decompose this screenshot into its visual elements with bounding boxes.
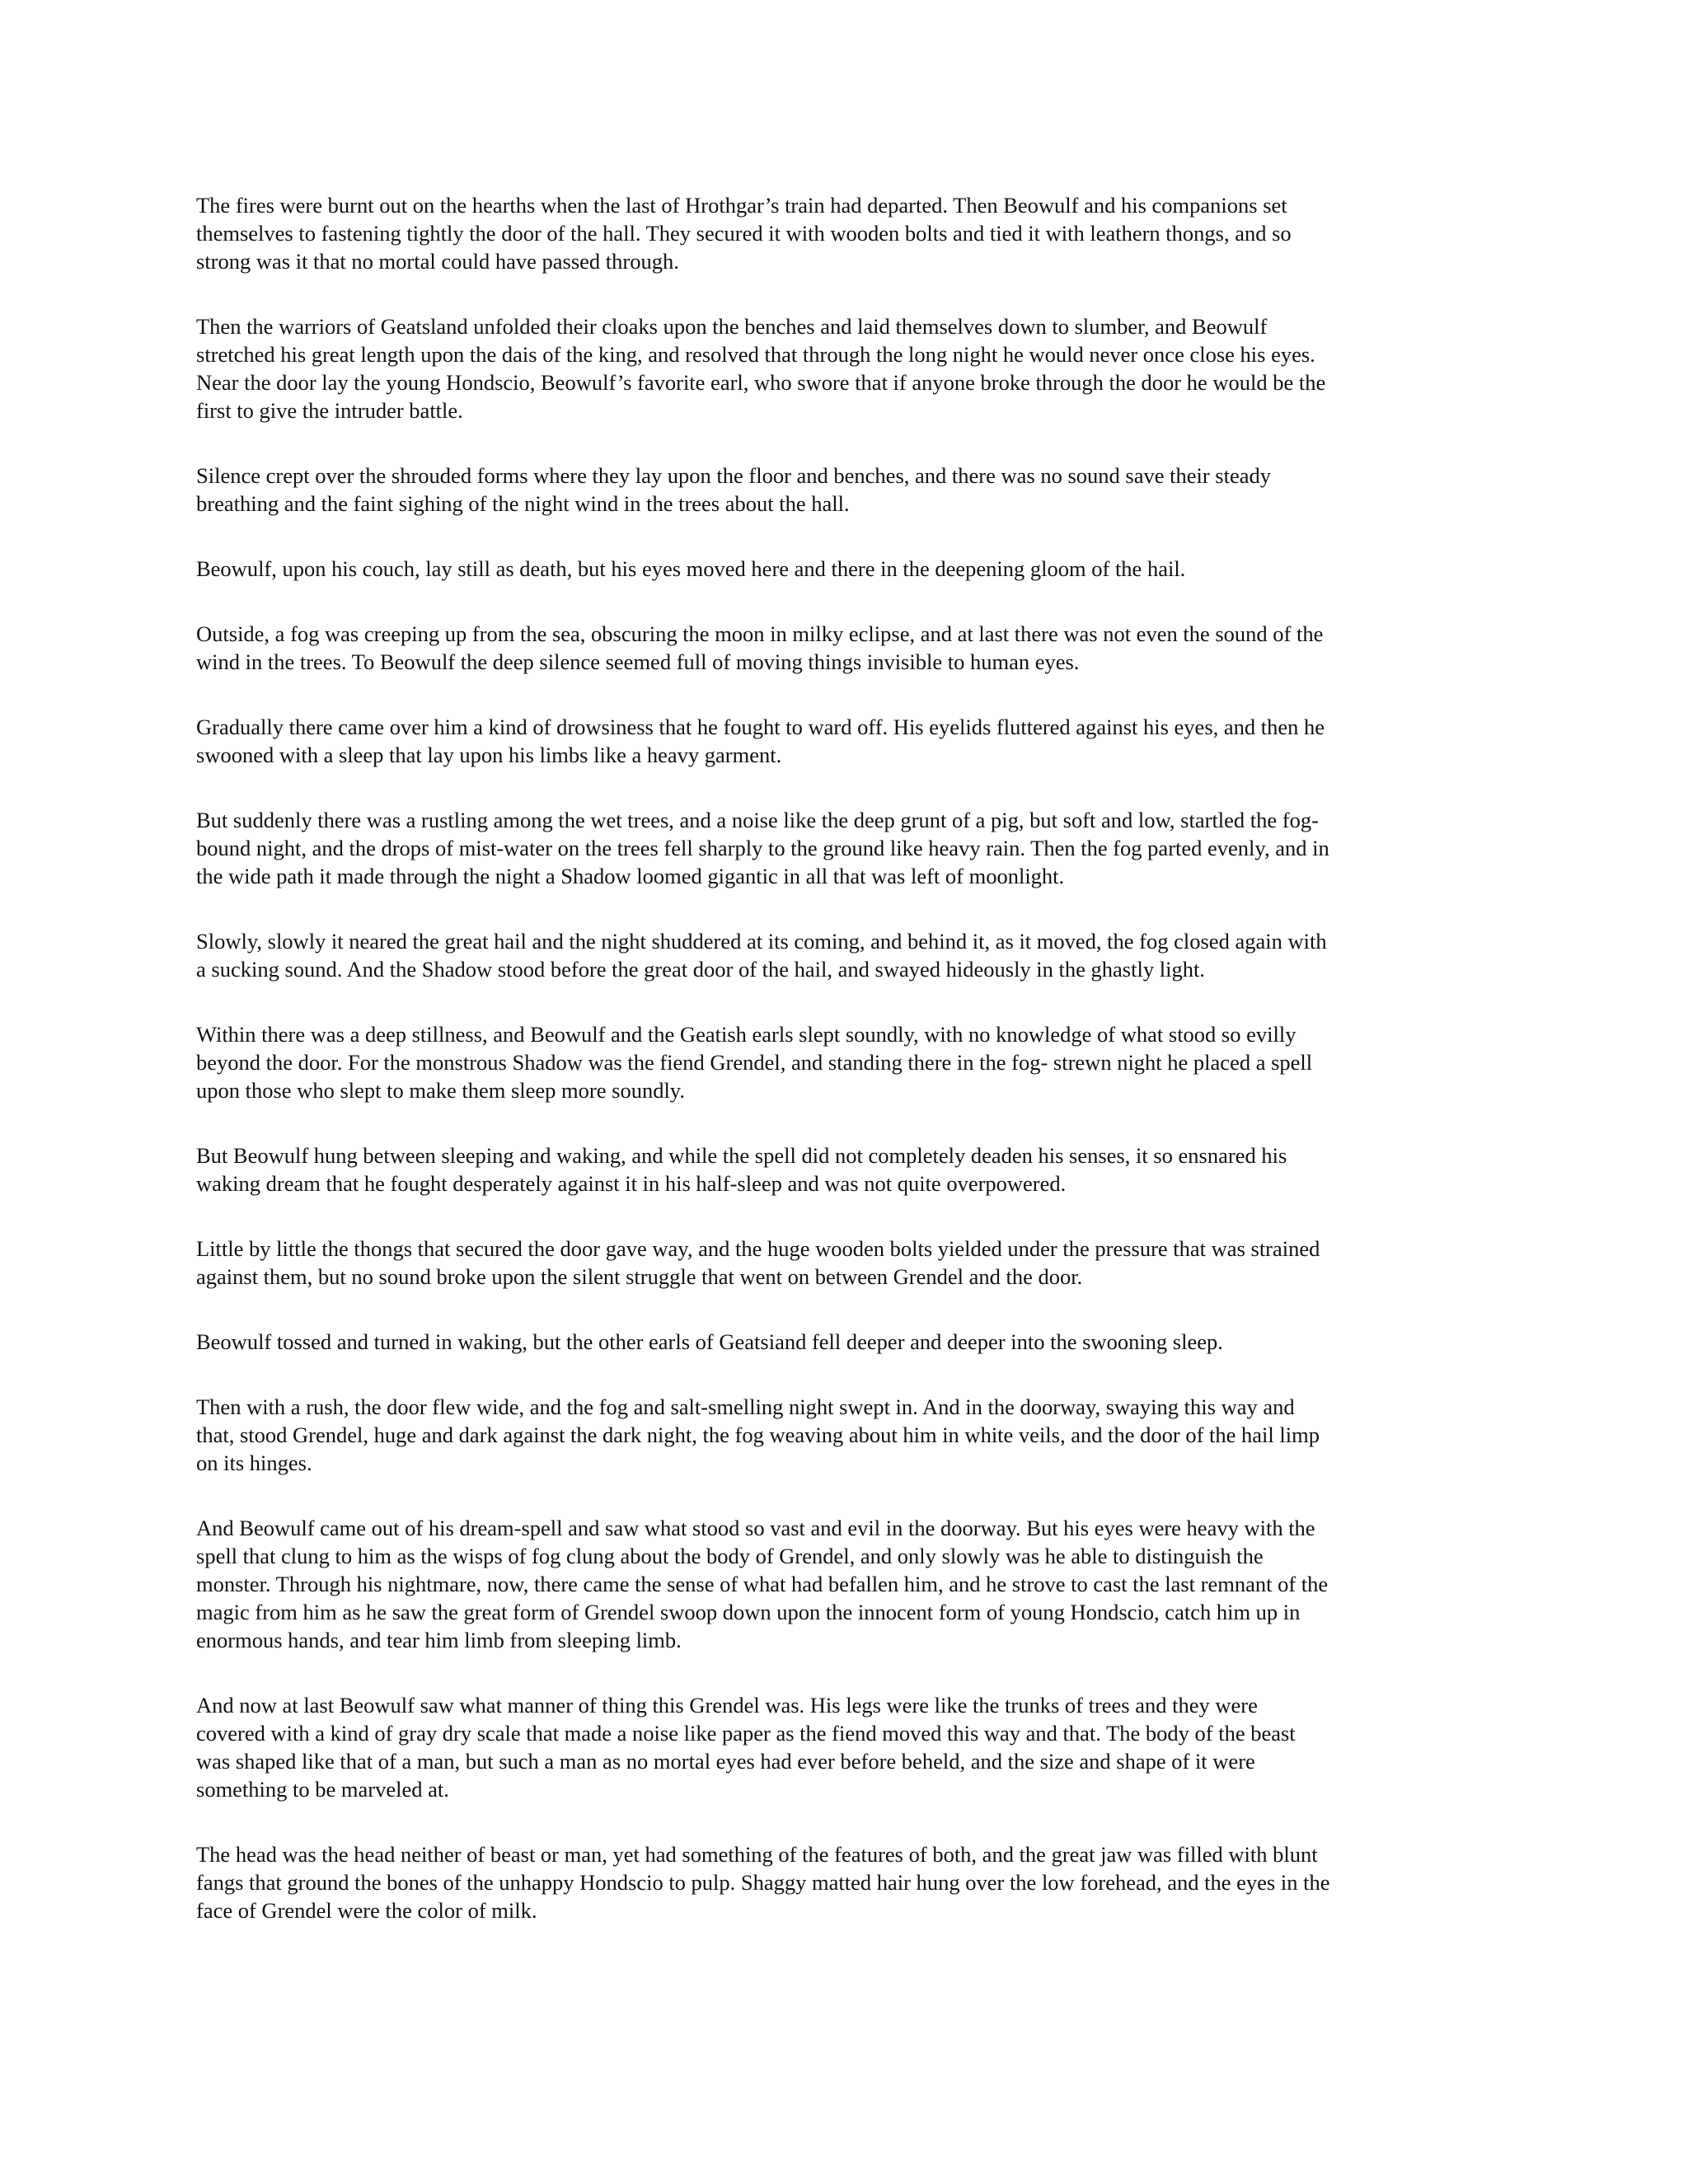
paragraph-13: Then with a rush, the door flew wide, and the fog and salt-smelling night swept in. And in the doorway, swaying this way and that, stood Grendel, huge and dark against the dark night, the fog weaving about him in white veils, and the door of the hail limp on its hinges. — [196, 1394, 1320, 1475]
paragraph-6: Gradually there came over him a kind of drowsiness that he fought to ward off. His eyelids fluttered against his eyes, and then he swooned with a sleep that lay upon his limbs like a heavy garment. — [196, 715, 1325, 767]
paragraph-10: But Beowulf hung between sleeping and waking, and while the spell did not completely deaden his senses, it so ensnared his waking dream that he fought desperately against it in his half-sleep and was not quite overpowered. — [196, 1143, 1287, 1196]
paragraph-16: The head was the head neither of beast or man, yet had something of the features of both, and the great jaw was filled with blunt fangs that ground the bones of the unhappy Hondscio to pulp. Shaggy matted hair hung over the low forehead, and the eyes in the face of Grendel were the color of milk. — [196, 1842, 1330, 1923]
paragraph-15: And now at last Beowulf saw what manner of thing this Grendel was. His legs were like the trunks of trees and they were covered with a kind of gray dry scale that made a noise like paper as the fiend moved this way and that. The body of the beast was shaped like that of a man, but such a man as no mortal eyes had ever before beheld, and the size and shape of it were something to be marveled at. — [196, 1693, 1296, 1802]
paragraph-11: Little by little the thongs that secured the door gave way, and the huge wooden bolts yielded under the pressure that was strained against them, but no sound broke upon the silent struggle that went on between Grendel and the door. — [196, 1236, 1320, 1289]
paragraph-8: Slowly, slowly it neared the great hail and the night shuddered at its coming, and behind it, as it moved, the fog closed again with a sucking sound. And the Shadow stood before the great door of the hail, and swayed hideously in the ghastly light. — [196, 929, 1327, 982]
paragraph-3: Silence crept over the shrouded forms where they lay upon the floor and benches, and there was no sound save their steady breathing and the faint sighing of the night wind in the trees about the hall. — [196, 463, 1271, 516]
paragraph-12: Beowulf tossed and turned in waking, but the other earls of Geatsiand fell deeper and deeper into the swooning sleep. — [196, 1329, 1223, 1354]
paragraph-1: The fires were burnt out on the hearths when the last of Hrothgar’s train had departed. Then Beowulf and his companions set themselves to fastening tightly the door of the hall. They secured it with wooden bolts and tied it with leathern thongs, and so strong was it that no mortal could have passed through. — [196, 193, 1292, 274]
document-page — [196, 191, 1482, 1961]
paragraph-5: Outside, a fog was creeping up from the sea, obscuring the moon in milky eclipse, and at last there was not even the sound of the wind in the trees. To Beowulf the deep silence seemed full of moving things invisible to human eyes. — [196, 621, 1324, 674]
paragraph-14: And Beowulf came out of his dream-spell and saw what stood so vast and evil in the doorway. But his eyes were heavy with the spell that clung to him as the wisps of fog clung about the body of Grendel, and only slowly was he able to distinguish the monster. Through his nightmare, now, there came the sense of what had befallen him, and he strove to cast the last remnant of the magic from him as he saw the great form of Grendel swoop down upon the innocent form of young Hondscio, catch him up in enormous hands, and tear him limb from sleeping limb. — [196, 1516, 1329, 1652]
paragraph-2: Then the warriors of Geatsland unfolded their cloaks upon the benches and laid themselves down to slumber, and Beowulf stretched his great length upon the dais of the king, and resolved that through the long night he would never once close his eyes. Near the door lay the young Hondscio, Beowulf’s favorite earl, who swore that if anyone broke through the door he would be the first to give the intruder battle. — [196, 314, 1326, 423]
paragraph-9: Within there was a deep stillness, and Beowulf and the Geatish earls slept soundly, with no knowledge of what stood so evilly beyond the door. For the monstrous Shadow was the fiend Grendel, and standing there in the fog- strewn night he placed a spell upon those who slept to make them sleep more soundly. — [196, 1022, 1313, 1103]
paragraph-7: But suddenly there was a rustling among the wet trees, and a noise like the deep grunt of a pig, but soft and low, startled the fog- bound night, and the drops of mist-water on the trees fell sharply to the ground like heavy rain. Then the fog parted evenly, and in the wide path it made through the night a Shadow loomed gigantic in all that was left of moonlight. — [196, 808, 1329, 888]
paragraph-4: Beowulf, upon his couch, lay still as death, but his eyes moved here and there in the deepening gloom of the hail. — [196, 556, 1186, 581]
